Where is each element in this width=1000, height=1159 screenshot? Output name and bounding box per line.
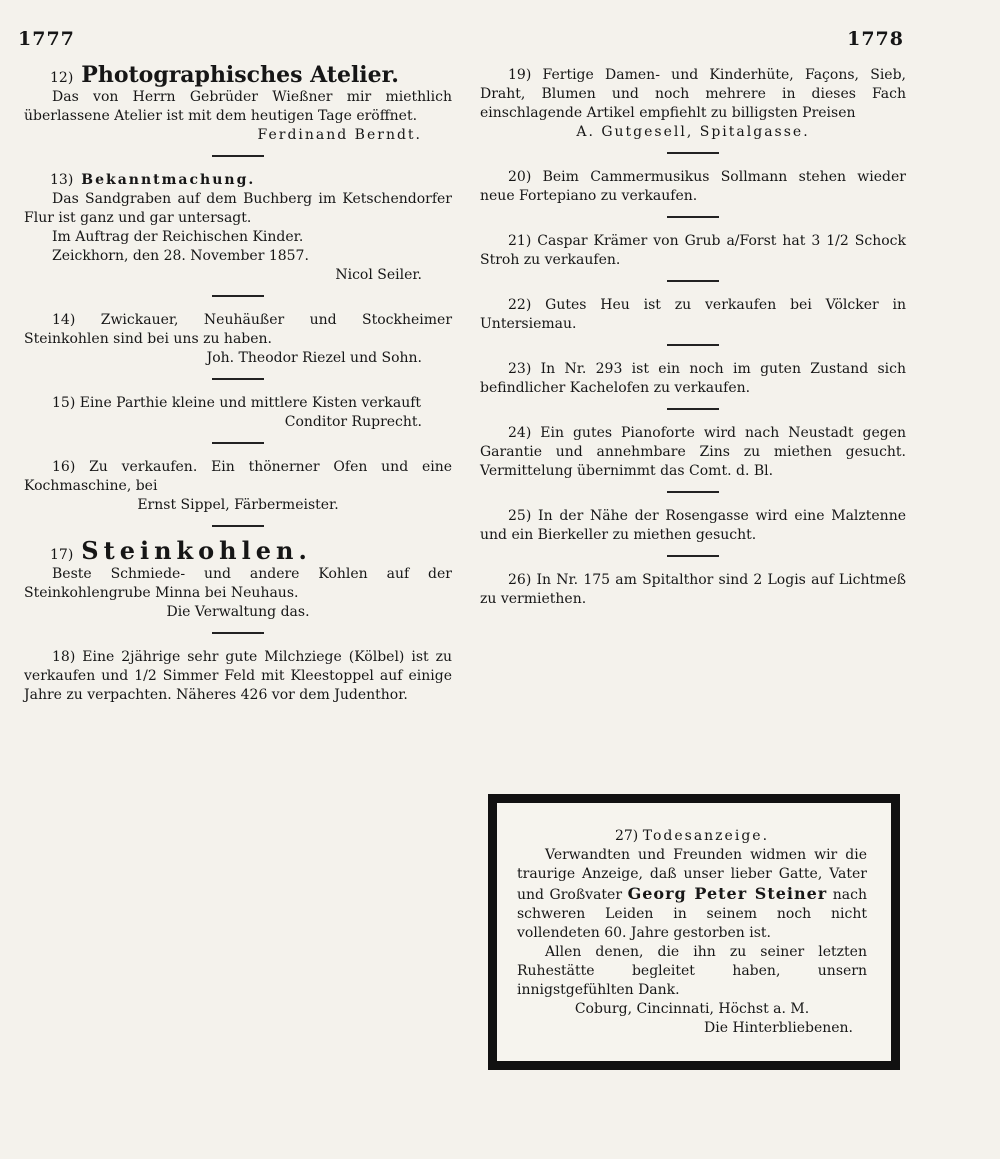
ad-22	[480, 296, 906, 334]
ad-26	[480, 571, 906, 609]
separator-rule	[212, 442, 264, 444]
ad-24	[480, 424, 906, 481]
ad-text: Zwickauer, Neuhäußer und Stockheimer Steinkohlen sind bei uns zu haben.	[24, 312, 453, 347]
ad-12	[24, 62, 452, 145]
ad-15	[24, 394, 452, 432]
ad-text: Beste Schmiede- und andere Kohlen auf der Steinkohlengrube Minna bei Neuhaus.	[24, 566, 452, 601]
ad-text: In der Nähe der Rosengasse wird eine Malztenne und ein Bierkeller zu miethen gesucht.	[480, 508, 907, 543]
ad-25	[480, 507, 906, 545]
death-notice-thanks: Allen denen, die ihn zu seiner letzten Ruhestätte begleitet haben, unsern innigstgefühlten Dank.	[517, 944, 867, 998]
ad-number: 27)	[614, 828, 639, 844]
ad-text-line: Im Auftrag der Reichischen Kinder.	[52, 229, 304, 245]
death-notice-places: Coburg, Cincinnati, Höchst a. M.	[574, 1001, 810, 1017]
left-column	[24, 62, 453, 713]
separator-rule	[212, 632, 264, 634]
ad-signature: Nicol Seiler.	[335, 267, 422, 283]
separator-rule	[667, 280, 719, 282]
ad-signature: Conditor Ruprecht.	[284, 414, 422, 430]
separator-rule	[212, 155, 264, 157]
ad-number: 25)	[508, 508, 532, 524]
page-number-left: 1777	[18, 28, 75, 50]
ad-number: 15)	[52, 395, 76, 411]
separator-rule	[667, 555, 719, 557]
ad-21	[480, 232, 906, 270]
ad-number: 12)	[50, 70, 74, 86]
right-column	[480, 66, 906, 617]
ad-number: 21)	[508, 233, 532, 249]
ad-number: 13)	[50, 172, 74, 188]
ad-number: 16)	[52, 459, 76, 475]
ad-text: Das von Herrn Gebrüder Wießner mir miethlich überlassene Atelier ist mit dem heutigen Tage eröffnet.	[24, 89, 452, 124]
page-number-right: 1778	[847, 28, 904, 50]
ad-text: Fertige Damen- und Kinderhüte, Façons, Sieb, Draht, Blumen und noch mehrere in dieses Fach einschlagende Artikel empfiehlt zu billigsten Preisen	[480, 67, 906, 121]
ad-text: Eine Parthie kleine und mittlere Kisten verkauft	[79, 395, 422, 411]
ad-signature: A. Gutgesell, Spitalgasse.	[576, 124, 810, 140]
ad-number: 18)	[52, 649, 76, 665]
ad-signature: Ferdinand Berndt.	[257, 127, 422, 143]
separator-rule	[667, 408, 719, 410]
ad-signature: Joh. Theodor Riezel und Sohn.	[206, 350, 422, 366]
death-notice-text-cont: nach schweren Leiden in seinem noch nicht vollendeten 60. Jahre gestorben ist.	[517, 887, 867, 941]
ad-text: Das Sandgraben auf dem Buchberg im Ketschendorfer Flur ist ganz und gar untersagt.	[24, 191, 452, 226]
death-notice-box	[488, 794, 900, 1070]
ad-text: Gutes Heu ist zu verkaufen bei Völcker in Untersiemau.	[480, 297, 907, 332]
ad-number: 17)	[50, 547, 74, 563]
separator-rule	[667, 152, 719, 154]
ad-13	[24, 171, 452, 285]
ad-17	[24, 536, 452, 622]
ad-number: 19)	[508, 67, 532, 83]
ad-number: 20)	[508, 169, 532, 185]
ad-text: In Nr. 175 am Spitalthor sind 2 Logis auf Lichtmeß zu vermiethen.	[480, 572, 907, 607]
ad-title: Bekanntmachung.	[81, 172, 256, 188]
separator-rule	[212, 295, 264, 297]
ad-date-line: Zeickhorn, den 28. November 1857.	[52, 248, 309, 264]
ad-title: Photographisches Atelier.	[81, 62, 399, 88]
separator-rule	[667, 216, 719, 218]
ad-number: 14)	[52, 312, 76, 328]
ad-23	[480, 360, 906, 398]
ad-18	[24, 648, 452, 705]
separator-rule	[212, 525, 264, 527]
ad-20	[480, 168, 906, 206]
death-notice-title: Todesanzeige.	[642, 828, 770, 844]
ad-text: In Nr. 293 ist ein noch im guten Zustand sich befindlicher Kachelofen zu verkaufen.	[480, 361, 907, 396]
ad-number: 23)	[508, 361, 532, 377]
ad-text: Eine 2jährige sehr gute Milchziege (Kölbel) ist zu verkaufen und 1/2 Simmer Feld mit Kleestoppel auf einige Jahre zu verpachten. Näheres 426 vor dem Judenthor.	[24, 649, 453, 703]
ad-signature: Ernst Sippel, Färbermeister.	[137, 497, 339, 513]
ad-number: 24)	[508, 425, 532, 441]
separator-rule	[667, 344, 719, 346]
separator-rule	[212, 378, 264, 380]
death-notice-signature: Die Hinterbliebenen.	[704, 1020, 853, 1036]
ad-text: Ein gutes Pianoforte wird nach Neustadt gegen Garantie und annehmbare Zins zu miethen gesucht. Vermittelung übernimmt das Comt. d. Bl.	[480, 425, 906, 479]
ad-text: Beim Cammermusikus Sollmann stehen wieder neue Fortepiano zu verkaufen.	[480, 169, 906, 204]
ad-title: Steinkohlen.	[81, 536, 312, 565]
ad-16	[24, 458, 452, 515]
ad-text: Caspar Krämer von Grub a/Forst hat 3 1/2 Schock Stroh zu verkaufen.	[480, 233, 906, 268]
death-notice-text: Verwandten und Freunden widmen wir die traurige Anzeige, daß unser lieber Gatte, Vater und Großvater	[517, 847, 867, 903]
ad-number: 26)	[508, 572, 532, 588]
deceased-name: Georg Peter Steiner	[627, 884, 828, 903]
ad-text: Zu verkaufen. Ein thönerner Ofen und eine Kochmaschine, bei	[24, 459, 453, 494]
ad-number: 22)	[508, 297, 532, 313]
ad-14	[24, 311, 452, 368]
ad-signature: Die Verwaltung das.	[166, 604, 310, 620]
ad-19	[480, 66, 906, 142]
separator-rule	[667, 491, 719, 493]
